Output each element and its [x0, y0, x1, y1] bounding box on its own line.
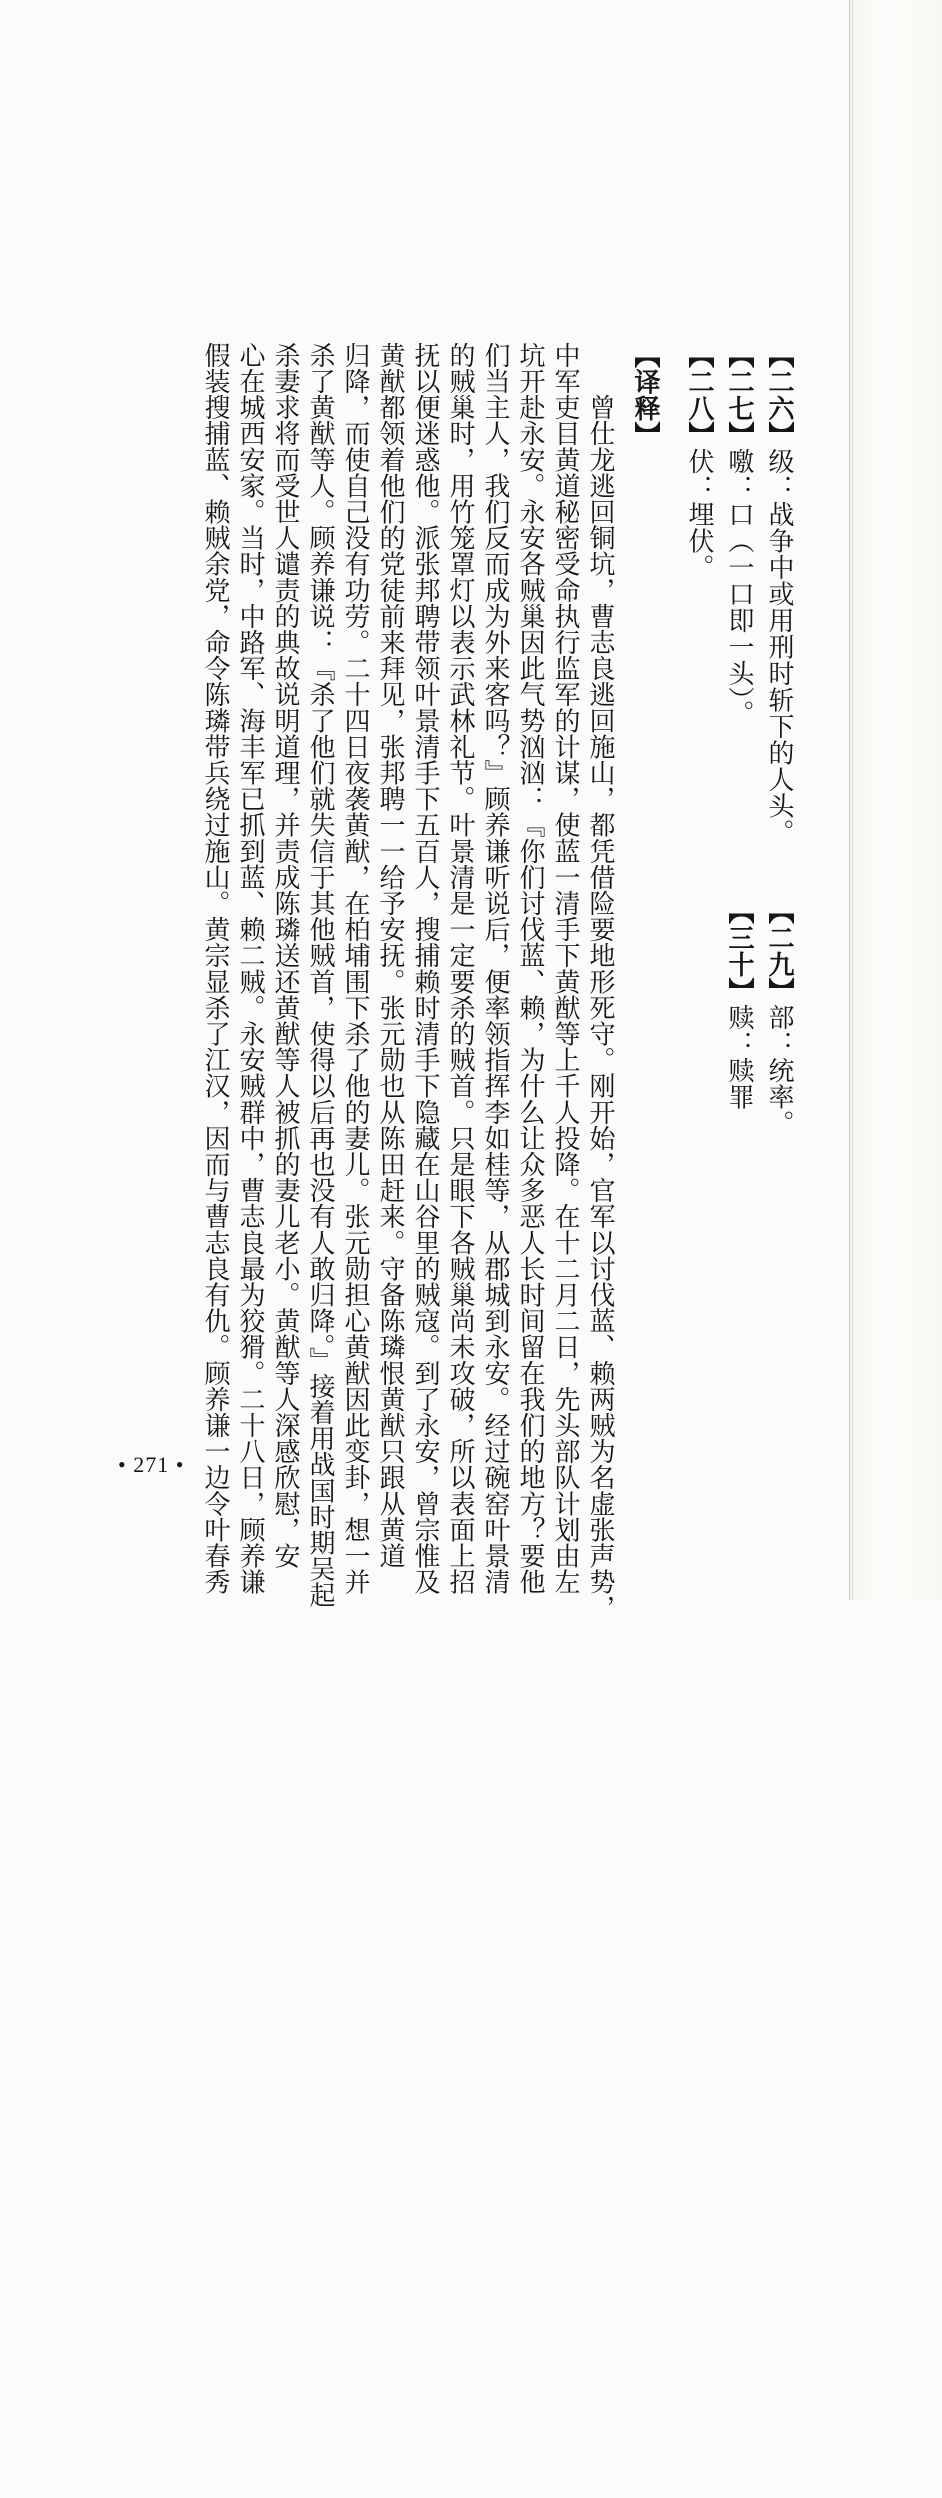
- note-30: [722, 898, 756, 2498]
- page-edge: [849, 0, 942, 1600]
- body-line: 们当主人，我们反而成为外来客吗？』顾养谦听说后，便率领指挥李如桂等，从郡城到永安。经过碗窑叶景清: [480, 342, 510, 1595]
- body-line: 曾仕龙逃回铜坑，曹志良逃回施山，都凭借险要地形死守。刚开始，官军以讨伐蓝、赖两贼为名虚张声势，: [585, 342, 615, 1621]
- note-29: [762, 898, 796, 2498]
- note-text: 级：战争中或用刑时斩下的人头。: [764, 448, 794, 846]
- note-label: 【二六】: [764, 342, 794, 448]
- section-title: 【译释】: [630, 342, 660, 448]
- note-label: 【二九】: [764, 898, 794, 1004]
- body-line: 归降，而使自己没有功劳。二十四日夜袭黄猷，在柏埔围下杀了他的妻儿。张元勋担心黄猷因此变卦，想一并: [340, 342, 370, 1595]
- body-line: 黄猷都领着他们的党徒前来拜见，张邦聘一一给予安抚。张元勋也从陈田赶来。守备陈璘恨黄猷只跟从黄道: [375, 342, 405, 1569]
- note-text: 噭：口（一口即一头）。: [724, 448, 754, 727]
- note-label: 【三十】: [724, 898, 754, 1004]
- body-line: 的贼巢时，用竹笼罩灯以表示武林礼节。叶景清是一定要杀的贼首。只是眼下各贼巢尚未攻破，所以表面上招: [445, 342, 475, 1595]
- page-number: • 271 •: [118, 1452, 185, 1477]
- note-text: 伏：埋伏。: [684, 448, 714, 581]
- body-line: 中军吏目黄道秘密受命执行监军的计谋，使蓝一清手下黄猷等上千人投降。在十二月二日，先头部队计划由左: [550, 342, 580, 1595]
- page-gutter-line: [852, 0, 853, 1600]
- note-text: 赎：赎罪: [724, 1004, 754, 1110]
- body-line: 心在城西安家。当时，中路军、海丰军已抓到蓝、赖二贼。永安贼群中，曹志良最为狡猾。二十八日，顾养谦: [235, 342, 265, 1595]
- body-line: 杀了黄猷等人。顾养谦说：『杀了他们就失信于其他贼首，使得以后再也没有人敢归降。』接着用战国时期吴起: [305, 342, 335, 1608]
- note-label: 【二八】: [684, 342, 714, 448]
- body-line: 坑开赴永安。永安各贼巢因此气势汹汹：『你们讨伐蓝、赖，为什么让众多恶人长时间留在我们的地方？要他: [515, 342, 545, 1595]
- body-line: 杀妻求将而受世人谴责的典故说明道理，并责成陈璘送还黄猷等人被抓的妻儿老小。黄猷等人深感欣慰，安: [270, 342, 300, 1569]
- note-label: 【二七】: [724, 342, 754, 448]
- note-28: [682, 342, 716, 1942]
- body-line: 抚以便迷惑他。派张邦聘带领叶景清手下五百人，搜捕赖时清手下隐藏在山谷里的贼寇。到了永安，曾宗惟及: [410, 342, 440, 1595]
- body-line: 假装搜捕蓝、赖贼余党，命令陈璘带兵绕过施山。黄宗显杀了江汉，因而与曹志良有仇。顾养谦一边令叶春秀: [200, 342, 230, 1595]
- note-text: 部：统率。: [764, 1004, 794, 1137]
